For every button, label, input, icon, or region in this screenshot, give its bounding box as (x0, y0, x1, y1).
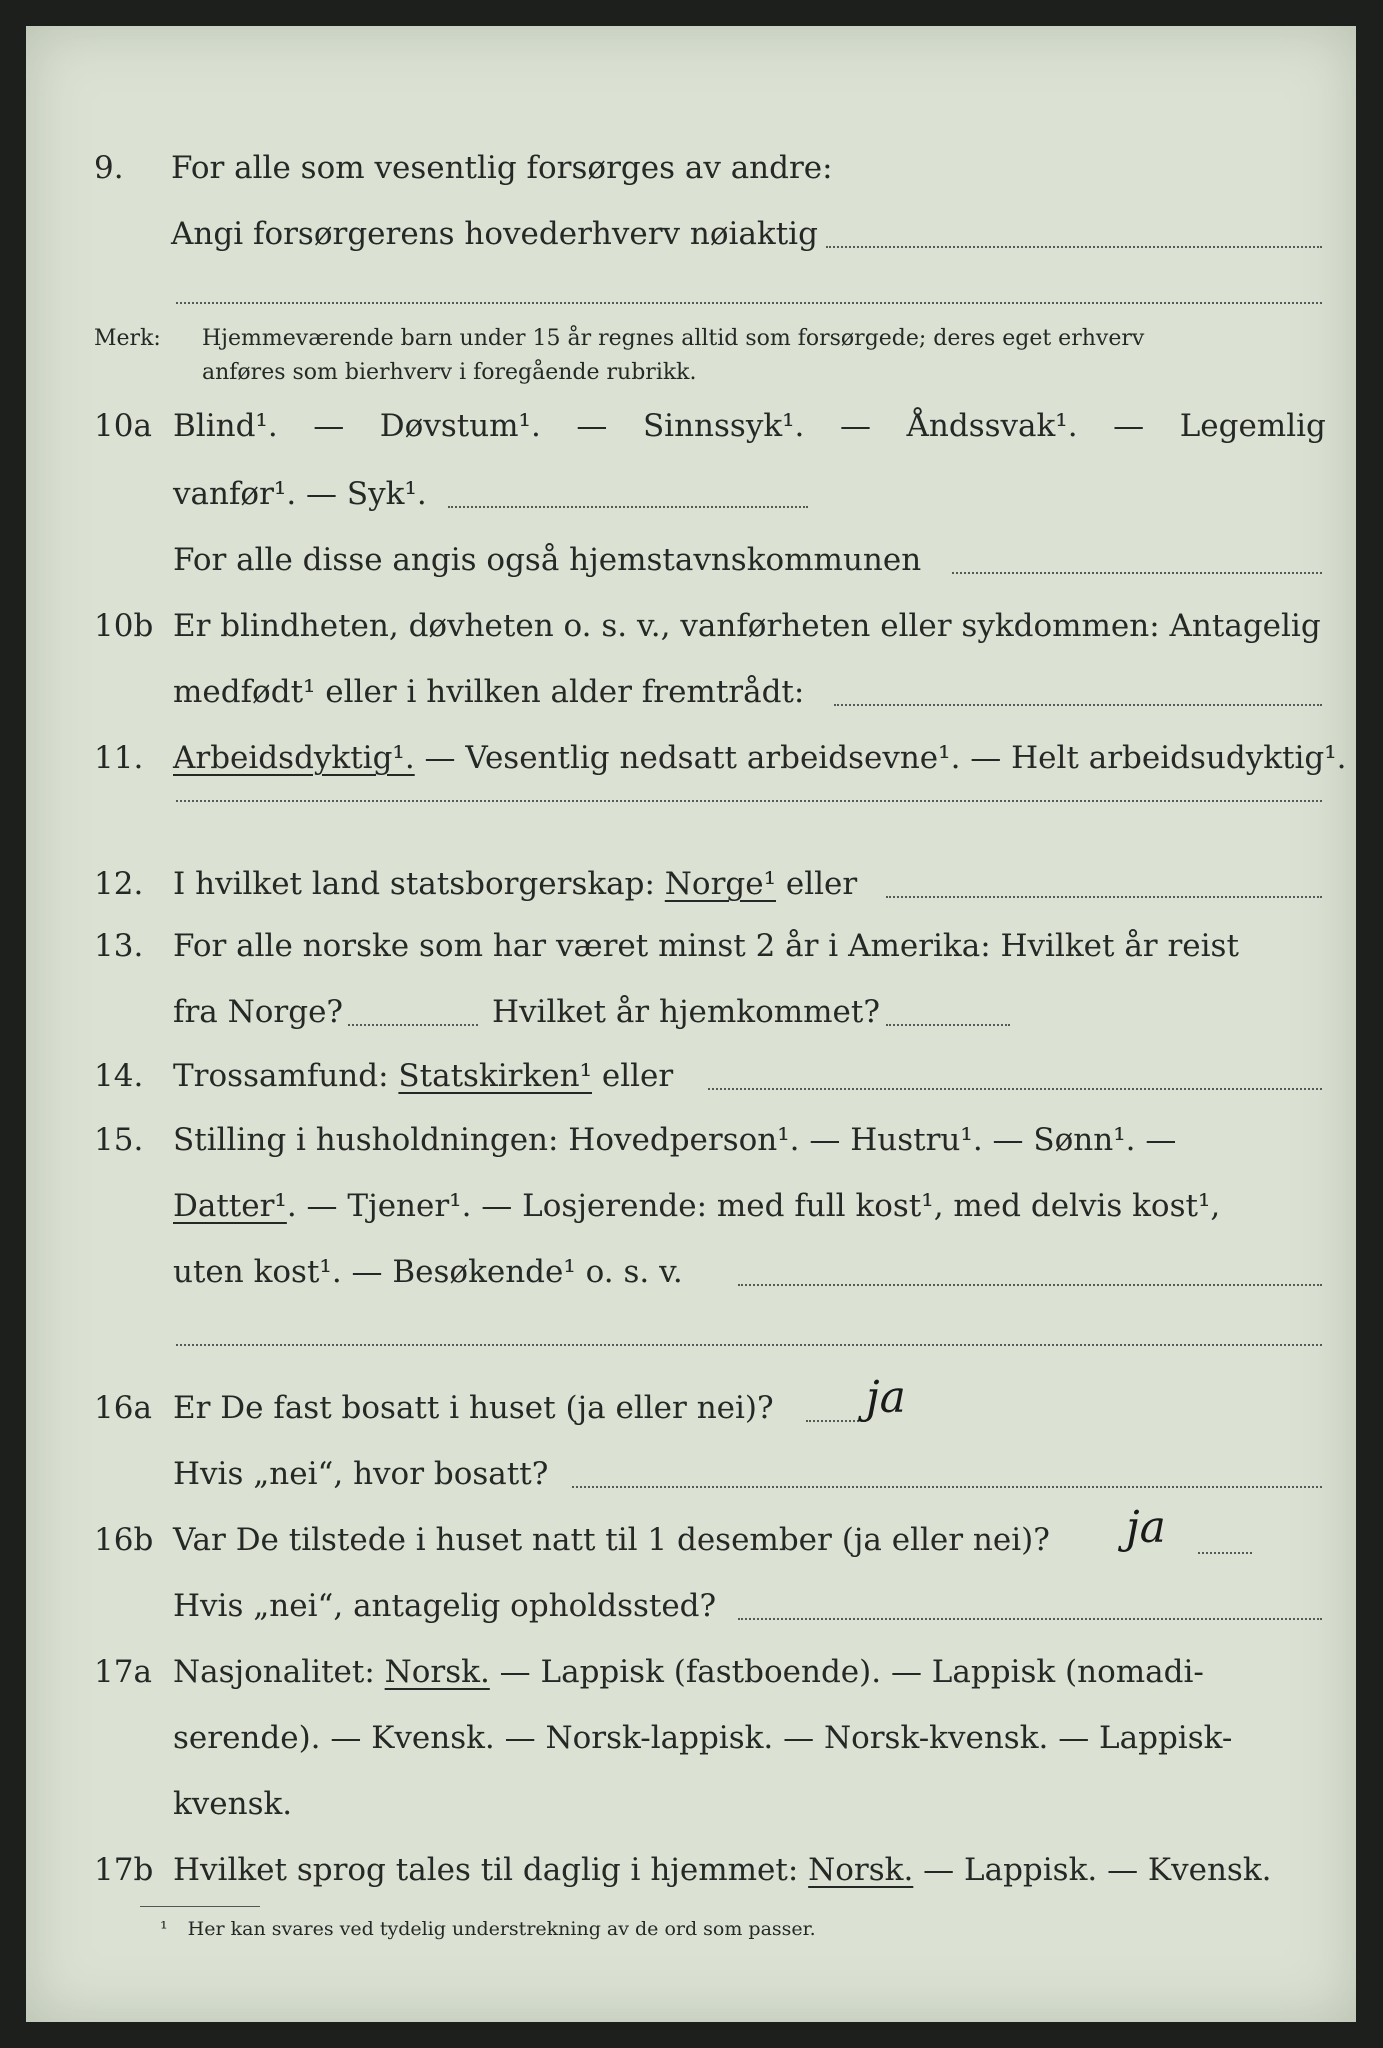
q17a-underlined: Norsk. (384, 1654, 490, 1690)
q14-number: 14. (94, 1058, 144, 1094)
q17b-underlined: Norsk. (808, 1852, 914, 1888)
q11-number: 11. (94, 740, 144, 776)
q14-answer-line[interactable] (708, 1088, 1322, 1090)
q16b-text: Var De tilstede i huset natt til 1 desember (ja eller nei)? (173, 1522, 1050, 1558)
q15-text: Stilling i husholdningen: Hovedperson¹. — Hustru¹. — Sønn¹. — (173, 1122, 1177, 1158)
q16b-opholdssted-line[interactable] (738, 1618, 1322, 1620)
q17b-after: — Lappisk. — Kvensk. (913, 1852, 1272, 1888)
q14-underlined: Statskirken¹ (398, 1058, 592, 1094)
footnote (160, 1918, 816, 1940)
q10a-text3: For alle disse angis også hjemstavnskommunen (173, 542, 922, 578)
q16a-handwritten-answer: ja (866, 1372, 906, 1423)
q14-after: eller (592, 1058, 674, 1094)
q10a-answer-line[interactable] (448, 506, 808, 508)
q17a-text3: kvensk. (173, 1786, 293, 1822)
q10b-answer-line[interactable] (834, 704, 1322, 706)
q10a-opt-legemlig: Legemlig (1179, 408, 1326, 444)
merk-line2: anføres som bierhverv i foregående rubrikk. (202, 360, 697, 385)
q12-after: eller (776, 866, 858, 902)
q12-number: 12. (94, 866, 144, 902)
q9-answer-line[interactable] (826, 246, 1322, 248)
q13-reist-line[interactable] (348, 1024, 478, 1026)
q13-text: For alle norske som har været minst 2 år i Amerika: Hvilket år reist (173, 928, 1239, 964)
q16a-bosatt-line[interactable] (572, 1486, 1322, 1488)
q11-rest: — Vesentlig nedsatt arbeidsevne¹. — Helt arbeidsudyktig¹. (414, 740, 1347, 776)
q17a-number: 17a (94, 1654, 152, 1690)
q10a-opt-andssvak: Åndssvak¹. (906, 408, 1078, 444)
q16a-answer-line[interactable] (806, 1420, 866, 1422)
q17b-before: Hvilket sprog tales til daglig i hjemmet: (173, 1852, 809, 1888)
form-page (26, 26, 1356, 2022)
q16a-text: Er De fast bosatt i huset (ja eller nei)? (173, 1390, 774, 1426)
q10a-dash1: — (313, 408, 345, 444)
q17a-before: Nasjonalitet: (173, 1654, 385, 1690)
q14-before: Trossamfund: (173, 1058, 399, 1094)
q15-text3: uten kost¹. — Besøkende¹ o. s. v. (173, 1254, 683, 1290)
q16b-number: 16b (94, 1522, 154, 1558)
q10a-dash4: — (1113, 408, 1145, 444)
q15-underlined: Datter¹ (173, 1188, 287, 1224)
q13-number: 13. (94, 928, 144, 964)
q10a-number: 10a (94, 408, 152, 444)
q10a-text2: vanfør¹. — Syk¹. (173, 476, 427, 512)
q13-hjemkommet-line[interactable] (886, 1024, 1010, 1026)
q16b-answer-line[interactable] (1198, 1552, 1252, 1554)
q9-text: For alle som vesentlig forsørges av andre: (171, 150, 833, 186)
merk-line1: Hjemmeværende barn under 15 år regnes alltid som forsørgede; deres eget erhverv (202, 326, 1145, 351)
q10a-opt-dovstum: Døvstum¹. (379, 408, 541, 444)
q9-text2: Angi forsørgerens hovederhverv nøiaktig (171, 216, 818, 252)
q15-rest: . — Tjener¹. — Losjerende: med full kost¹, med delvis kost¹, (286, 1188, 1221, 1224)
q10a-dash2: — (576, 408, 608, 444)
q10a-opt-blind: Blind¹. (173, 408, 278, 444)
q17b-number: 17b (94, 1852, 154, 1888)
footnote-divider (140, 1906, 260, 1907)
q16a-number: 16a (94, 1390, 152, 1426)
q15-answer-line[interactable] (738, 1284, 1322, 1286)
q15-answer-line2[interactable] (176, 1344, 1322, 1346)
q10b-text2: medfødt¹ eller i hvilken alder fremtrådt: (173, 674, 805, 710)
q17a-rest: — Lappisk (fastboende). — Lappisk (nomadi- (489, 1654, 1204, 1690)
q10a-dash3: — (839, 408, 871, 444)
q12-underlined: Norge¹ (664, 866, 777, 902)
merk-label: Merk: (94, 326, 161, 351)
q13-text2a: fra Norge? (173, 994, 344, 1030)
q17a-text2: serende). — Kvensk. — Norsk-lappisk. — Norsk-kvensk. — Lappisk- (173, 1720, 1233, 1756)
q12-answer-line[interactable] (886, 896, 1322, 898)
footnote-mark: ¹ (160, 1918, 168, 1940)
q16a-text2: Hvis „nei“, hvor bosatt? (173, 1456, 549, 1492)
q10a-kommune-line[interactable] (952, 572, 1322, 574)
footnote-text: Her kan svares ved tydelig understrekning av de ord som passer. (187, 1918, 816, 1940)
q16b-text2: Hvis „nei“, antagelig opholdssted? (173, 1588, 717, 1624)
q13-text2b: Hvilket år hjemkommet? (492, 994, 880, 1030)
q9-answer-line2[interactable] (176, 302, 1322, 304)
q10b-number: 10b (94, 608, 154, 644)
q9-number: 9. (94, 150, 124, 186)
q11-underlined: Arbeidsdyktig¹. (173, 740, 415, 776)
q15-number: 15. (94, 1122, 144, 1158)
q11-answer-line[interactable] (176, 800, 1322, 802)
q16b-handwritten-answer: ja (1126, 1502, 1166, 1553)
q12-before: I hvilket land statsborgerskap: (173, 866, 665, 902)
q10a-opt-sinnssyk: Sinnssyk¹. (642, 408, 805, 444)
q10b-text: Er blindheten, døvheten o. s. v., vanførheten eller sykdommen: Antagelig (173, 608, 1321, 644)
